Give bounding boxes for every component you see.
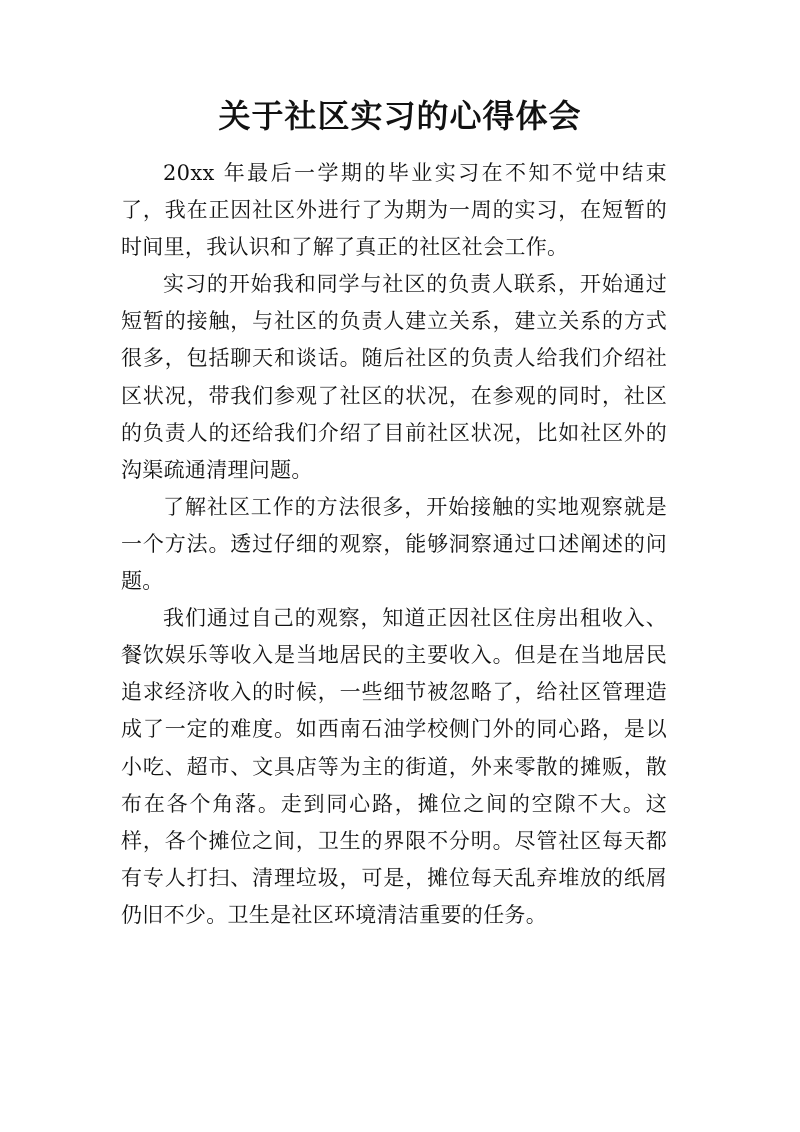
paragraph-3: 了解社区工作的方法很多，开始接触的实地观察就是一个方法。透过仔细的观察，能够洞察通过口述阐述的问题。	[121, 494, 667, 594]
paragraph-1: 20xx 年最后一学期的毕业实习在不知不觉中结束了，我在正因社区外进行了为期为一周的实习，在短暂的时间里，我认识和了解了真正的社区社会工作。	[121, 161, 667, 260]
paragraph-2: 实习的开始我和同学与社区的负责人联系，开始通过短暂的接触，与社区的负责人建立关系，建立关系的方式很多，包括聊天和谈话。随后社区的负责人给我们介绍社区状况，带我们参观了社区的状况，在参观的同时，社区的负责人的还给我们介绍了目前社区状况，比如社区外的沟渠疏通清理问题。	[121, 272, 667, 482]
document-body	[121, 155, 667, 934]
document-title: 关于社区实习的心得体会	[218, 97, 582, 135]
paragraph-4: 我们通过自己的观察，知道正因社区住房出租收入、餐饮娱乐等收入是当地居民的主要收入。但是在当地居民追求经济收入的时候，一些细节被忽略了，给社区管理造成了一定的难度。如西南石油学校侧门外的同心路，是以小吃、超市、文具店等为主的街道，外来零散的摊贩，散布在各个角落。走到同心路，摊位之间的空隙不大。这样，各个摊位之间，卫生的界限不分明。尽管社区每天都有专人打扫、清理垃圾，可是，摊位每天乱弃堆放的纸屑仍旧不少。卫生是社区环境清洁重要的任务。	[121, 606, 667, 927]
